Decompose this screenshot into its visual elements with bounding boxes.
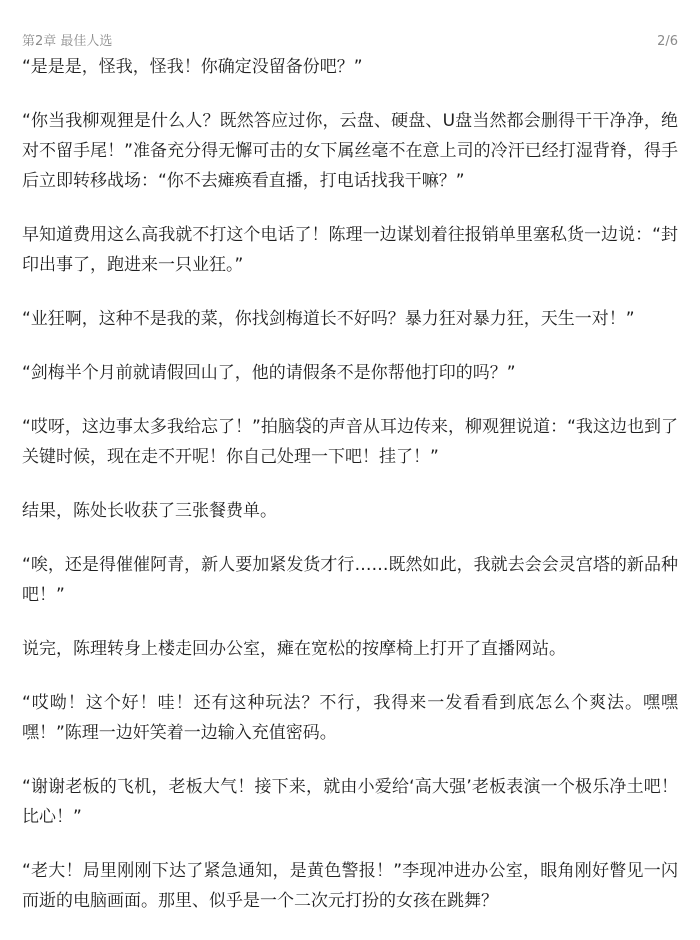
paragraph: “剑梅半个月前就请假回山了，他的请假条不是你帮他打印的吗？” <box>22 363 516 383</box>
paragraph: “哎呀，这边事太多我给忘了！”拍脑袋的声音从耳边传来，柳观狸说道：“我这边也到了关键时候，现在走不开呢！你自己处理一下吧！挂了！” <box>22 417 678 467</box>
reader-header <box>0 0 700 56</box>
paragraph: “唉，还是得催催阿青，新人要加紧发货才行……既然如此，我就去会会灵宫塔的新品种吧！” <box>22 555 678 605</box>
chapter-content <box>22 52 678 940</box>
paragraph: 说完，陈理转身上楼走回办公室，瘫在宽松的按摩椅上打开了直播网站。 <box>22 639 566 659</box>
chapter-title: 第2章 最佳人选 <box>22 34 113 49</box>
paragraph: “你当我柳观狸是什么人？既然答应过你，云盘、硬盘、U盘当然都会删得干干净净，绝对不留手尾！”准备充分得无懈可击的女下属丝毫不在意上司的冷汗已经打湿背脊，得手后立即转移战场：“你不去瘫痪看直播，打电话找我干嘛？” <box>22 111 678 191</box>
paragraph: 早知道费用这么高我就不打这个电话了！陈理一边谋划着往报销单里塞私货一边说：“封印出事了，跑进来一只业狂。” <box>22 225 678 275</box>
paragraph: “老大！局里刚刚下达了紧急通知，是黄色警报！”李现冲进办公室，眼角刚好瞥见一闪而逝的电脑画面。那里、似乎是一个二次元打扮的女孩在跳舞？ <box>22 861 678 911</box>
paragraph: “是是是，怪我，怪我！你确定没留备份吧？” <box>22 57 363 77</box>
page-indicator: 2/6 <box>657 34 678 49</box>
paragraph: “谢谢老板的飞机，老板大气！接下来，就由小爱给‘高大强’老板表演一个极乐净土吧！比心！” <box>22 777 678 827</box>
paragraph: 结果，陈处长收获了三张餐费单。 <box>22 501 277 521</box>
paragraph: “哎呦！这个好！哇！还有这种玩法？不行，我得来一发看看到底怎么个爽法。嘿嘿嘿！”陈理一边奸笑着一边输入充值密码。 <box>22 693 678 743</box>
paragraph: “业狂啊，这种不是我的菜，你找剑梅道长不好吗？暴力狂对暴力狂，天生一对！” <box>22 309 635 329</box>
